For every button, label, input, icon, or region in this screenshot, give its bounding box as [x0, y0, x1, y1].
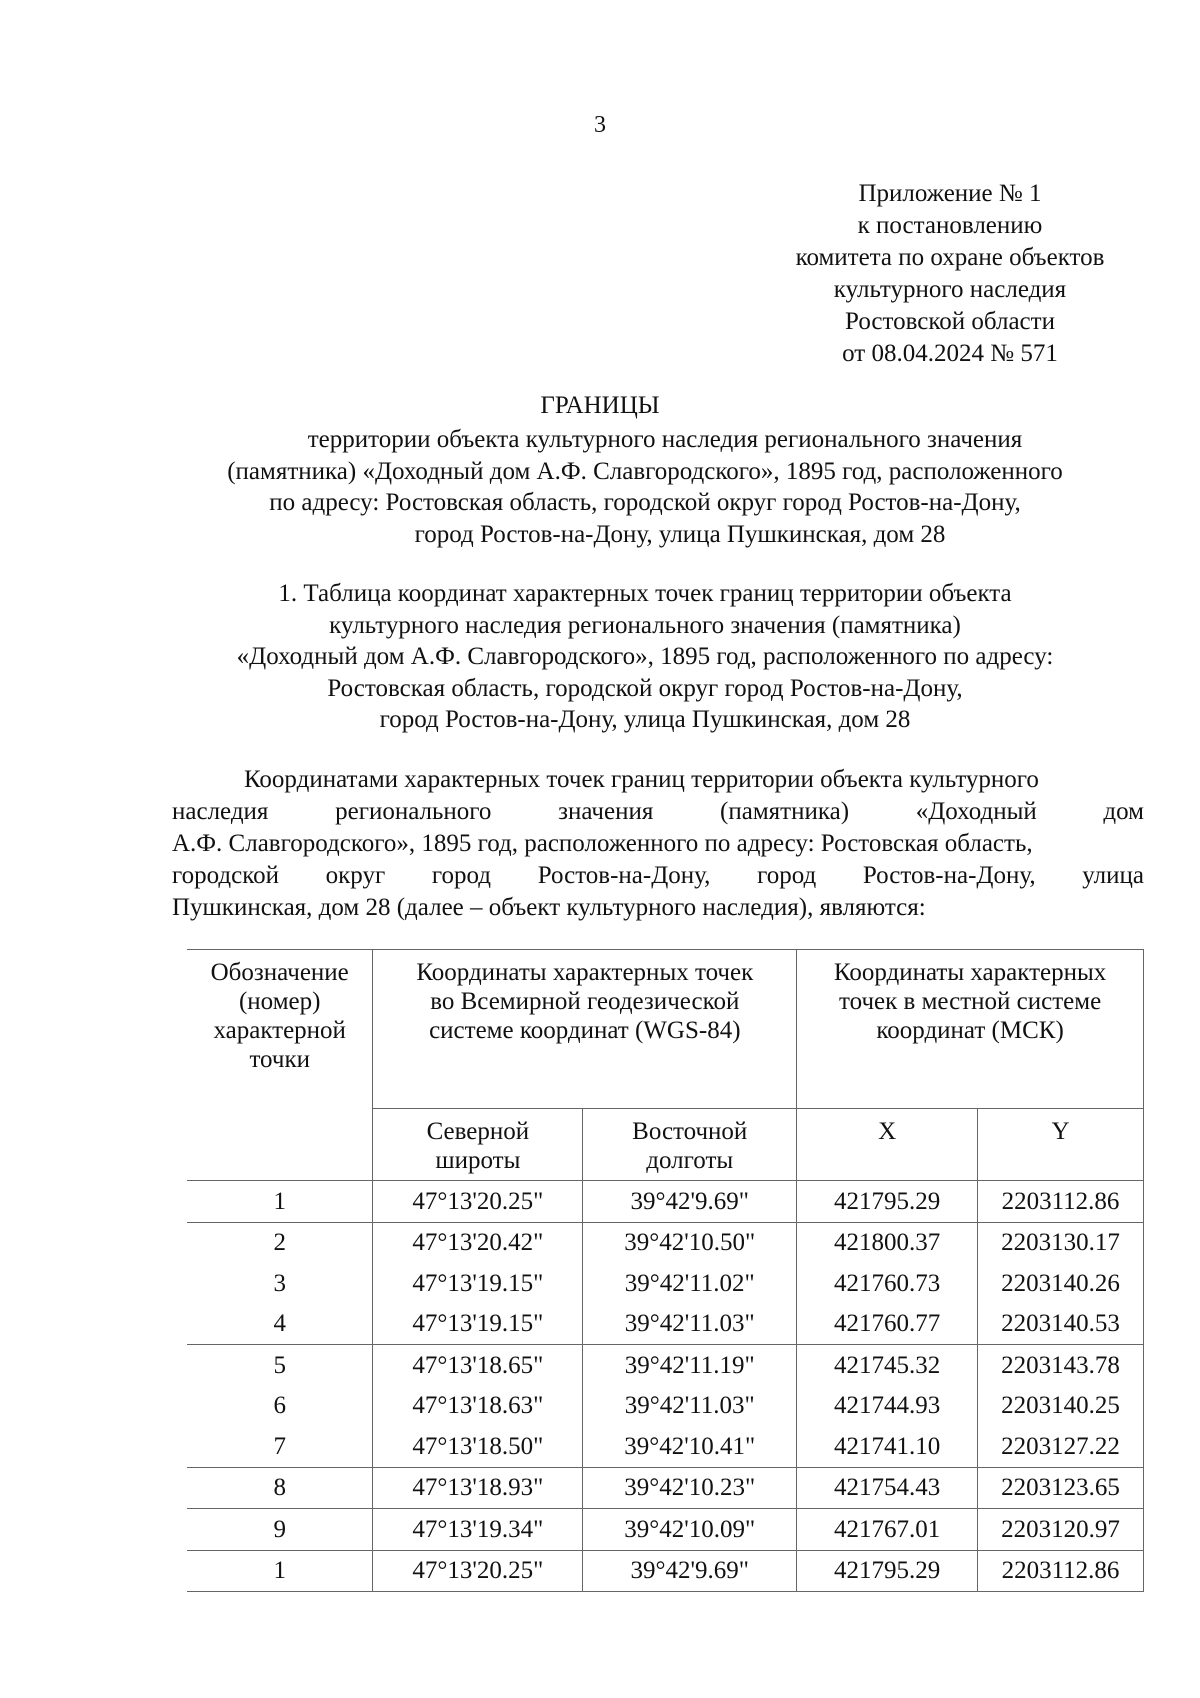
paragraph-line: Пушкинская, дом 28 (далее – объект культурного наследия), являются:	[172, 894, 926, 921]
table-row	[187, 1345, 1144, 1386]
cell-point-number: 4	[187, 1304, 373, 1345]
paragraph-line: Координатами характерных точек границ территории объекта культурного	[244, 766, 1039, 793]
table-row	[187, 1550, 1144, 1592]
appendix-line: Приложение № 1	[858, 180, 1042, 207]
subheading-line: территории объекта культурного наследия регионального значения	[307, 426, 1023, 453]
table-row	[187, 1304, 1144, 1345]
cell-y: 2203123.65	[978, 1467, 1144, 1509]
cell-y: 2203120.97	[978, 1509, 1144, 1551]
header-wgs: Координаты характерных точек во Всемирной геодезической системе координат (WGS-84)	[373, 950, 797, 1109]
table-row	[187, 1181, 1144, 1223]
cell-longitude: 39°42'11.03"	[583, 1304, 797, 1345]
paragraph-line: городской округ город Ростов-на-Дону, город Ростов-на-Дону, улица	[172, 862, 1144, 889]
section-title-line: 1. Таблица координат характерных точек границ территории объекта	[278, 580, 1012, 607]
cell-point-number: 5	[187, 1345, 373, 1386]
subheading-line: по адресу: Ростовская область, городской округ город Ростов-на-Дону,	[269, 489, 1021, 516]
appendix-line: Ростовской области	[845, 308, 1055, 335]
cell-x: 421741.10	[797, 1426, 978, 1467]
cell-longitude: 39°42'9.69"	[583, 1181, 797, 1223]
table-row	[187, 1426, 1144, 1467]
cell-longitude: 39°42'10.09"	[583, 1509, 797, 1551]
cell-longitude: 39°42'10.23"	[583, 1467, 797, 1509]
table-row	[187, 1509, 1144, 1551]
subheading-line: город Ростов-на-Дону, улица Пушкинская, дом 28	[414, 520, 946, 548]
header-y: Y	[978, 1109, 1144, 1181]
cell-x: 421795.29	[797, 1550, 978, 1592]
header-longitude: Восточной долготы	[583, 1109, 797, 1181]
cell-x: 421744.93	[797, 1386, 978, 1427]
appendix-line: комитета по охране объектов	[795, 244, 1105, 271]
table-row	[187, 1222, 1144, 1263]
header-latitude: Северной широты	[373, 1109, 583, 1181]
table-row	[187, 1263, 1144, 1304]
cell-latitude: 47°13'20.42"	[373, 1222, 583, 1263]
cell-latitude: 47°13'20.25"	[373, 1181, 583, 1223]
cell-x: 421795.29	[797, 1181, 978, 1223]
cell-y: 2203130.17	[978, 1222, 1144, 1263]
table-row	[187, 1386, 1144, 1427]
cell-longitude: 39°42'9.69"	[583, 1550, 797, 1592]
coordinates-table	[187, 949, 1144, 1592]
cell-point-number: 1	[187, 1181, 373, 1223]
section-title-line: «Доходный дом А.Ф. Славгородского», 1895 год, расположенного по адресу:	[236, 643, 1054, 670]
cell-x: 421767.01	[797, 1509, 978, 1551]
cell-longitude: 39°42'10.41"	[583, 1426, 797, 1467]
subheading-line: (памятника) «Доходный дом А.Ф. Славгородского», 1895 год, расположенного	[227, 457, 1063, 485]
cell-longitude: 39°42'11.03"	[583, 1386, 797, 1427]
doc-subheading	[150, 424, 1140, 550]
section-title-line: Ростовская область, городской округ город Ростов-на-Дону,	[327, 674, 963, 702]
appendix-line: от 08.04.2024 № 571	[842, 340, 1058, 367]
cell-y: 2203140.53	[978, 1304, 1144, 1345]
cell-x: 421745.32	[797, 1345, 978, 1386]
cell-point-number: 6	[187, 1386, 373, 1427]
cell-latitude: 47°13'18.63"	[373, 1386, 583, 1427]
paragraph-line: наследия регионального значения (памятника) «Доходный дом	[172, 798, 1144, 825]
cell-latitude: 47°13'19.15"	[373, 1304, 583, 1345]
header-msk: Координаты характерных точек в местной системе координат (МСК)	[797, 950, 1144, 1109]
cell-latitude: 47°13'18.93"	[373, 1467, 583, 1509]
cell-y: 2203112.86	[978, 1550, 1144, 1592]
cell-longitude: 39°42'11.19"	[583, 1345, 797, 1386]
cell-latitude: 47°13'20.25"	[373, 1550, 583, 1592]
cell-point-number: 3	[187, 1263, 373, 1304]
cell-point-number: 8	[187, 1467, 373, 1509]
cell-point-number: 2	[187, 1222, 373, 1263]
cell-x: 421754.43	[797, 1467, 978, 1509]
section-title-line: культурного наследия регионального значения (памятника)	[329, 611, 961, 639]
doc-heading: ГРАНИЦЫ	[540, 392, 660, 419]
section-title-line: город Ростов-на-Дону, улица Пушкинская, дом 28	[379, 706, 911, 733]
appendix-block	[760, 178, 1140, 370]
cell-latitude: 47°13'18.50"	[373, 1426, 583, 1467]
cell-y: 2203140.26	[978, 1263, 1144, 1304]
cell-y: 2203143.78	[978, 1345, 1144, 1386]
cell-y: 2203127.22	[978, 1426, 1144, 1467]
cell-x: 421800.37	[797, 1222, 978, 1263]
cell-point-number: 7	[187, 1426, 373, 1467]
header-point: Обозначение (номер) характерной точки	[187, 950, 373, 1181]
body-paragraph	[172, 764, 1144, 924]
cell-latitude: 47°13'19.34"	[373, 1509, 583, 1551]
paragraph-line: А.Ф. Славгородского», 1895 год, расположенного по адресу: Ростовская область,	[172, 830, 1033, 857]
appendix-line: к постановлению	[857, 212, 1043, 239]
section-title	[150, 578, 1140, 736]
page-number: 3	[594, 112, 606, 138]
appendix-line: культурного наследия	[833, 276, 1067, 303]
cell-x: 421760.73	[797, 1263, 978, 1304]
cell-y: 2203140.25	[978, 1386, 1144, 1427]
cell-point-number: 1	[187, 1550, 373, 1592]
cell-y: 2203112.86	[978, 1181, 1144, 1223]
cell-latitude: 47°13'18.65"	[373, 1345, 583, 1386]
cell-latitude: 47°13'19.15"	[373, 1263, 583, 1304]
cell-longitude: 39°42'11.02"	[583, 1263, 797, 1304]
header-x: X	[797, 1109, 978, 1181]
table-body	[187, 1181, 1144, 1592]
cell-point-number: 9	[187, 1509, 373, 1551]
table-row	[187, 1467, 1144, 1509]
cell-x: 421760.77	[797, 1304, 978, 1345]
cell-longitude: 39°42'10.50"	[583, 1222, 797, 1263]
